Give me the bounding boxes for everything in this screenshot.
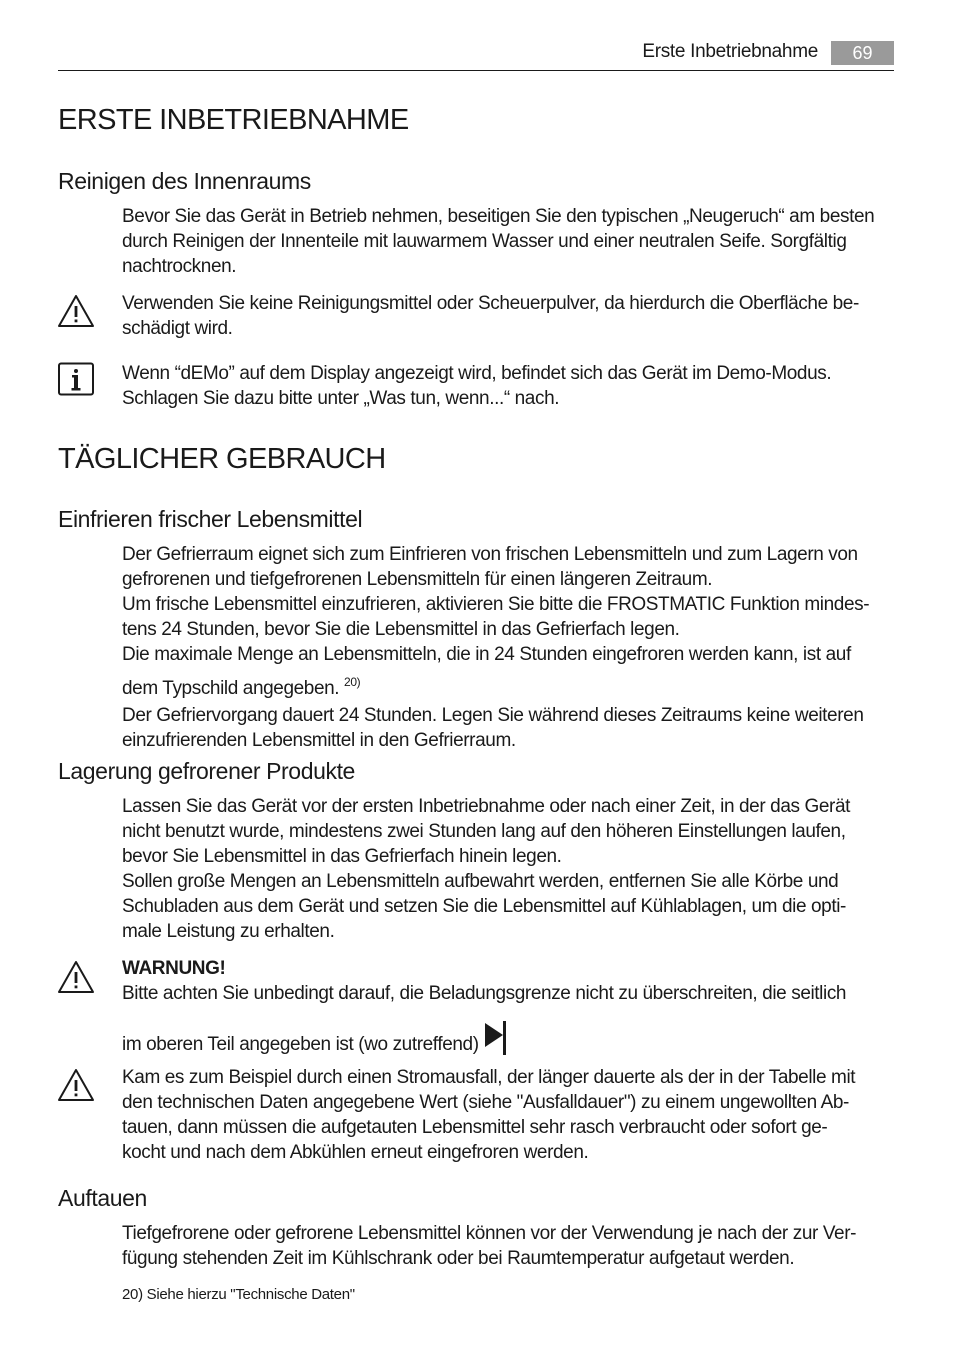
text-line: kocht und nach dem Abkühlen erneut eingefroren werden. (122, 1142, 589, 1163)
warning-triangle-icon (57, 1068, 95, 1102)
text-line: Verwenden Sie keine Reinigungsmittel oder Scheuerpulver, da hierdurch die Oberfläche be- (122, 293, 859, 314)
text-fragment: im oberen Teil angegeben ist (wo zutreffend) (122, 1034, 479, 1055)
paragraph-auftauen (122, 1221, 902, 1271)
text-line: schädigt wird. (122, 318, 233, 339)
text-line: Der Gefrierraum eignet sich zum Einfrieren von frischen Lebensmitteln und zum Lagern von (122, 544, 858, 565)
running-header-title: Erste Inbetriebnahme (642, 41, 818, 62)
text-line: nachtrocknen. (122, 256, 237, 277)
warning-heading: WARNUNG! (122, 958, 226, 979)
paragraph-lagerung (122, 794, 902, 944)
text-line: Kam es zum Beispiel durch einen Stromausfall, der länger dauerte als der in der Tabelle mit (122, 1067, 856, 1088)
header-rule (58, 70, 894, 71)
subsection-title-reinigen: Reinigen des Innenraums (58, 168, 311, 194)
text-line: gefrorenen und tiefgefrorenen Lebensmitteln für einen längeren Zeitraum. (122, 569, 713, 590)
text-line-with-icon (122, 1006, 902, 1057)
paragraph-reinigen (122, 204, 902, 279)
text-line: bevor Sie Lebensmittel in das Gefrierfach hinein legen. (122, 846, 562, 867)
text-line: male Leistung zu erhalten. (122, 921, 335, 942)
text-line: Wenn “dEMo” auf dem Display angezeigt wird, befindet sich das Gerät im Demo-Modus. (122, 363, 832, 384)
section-title-taeglicher-gebrauch: TÄGLICHER GEBRAUCH (58, 443, 386, 475)
footnote-reference: 20) (344, 675, 361, 689)
text-fragment: angegeben. (237, 678, 345, 699)
load-limit-icon (483, 1020, 509, 1056)
warning-stromausfall (122, 1065, 902, 1165)
text-line: Der Gefriervorgang dauert 24 Stunden. Legen Sie während dieses Zeitraums keine weiteren (122, 705, 864, 726)
text-line: Schubladen aus dem Gerät und setzen Sie die Lebensmittel auf Kühlablagen, um die opti- (122, 896, 846, 917)
text-line: tens 24 Stunden, bevor Sie die Lebensmittel in das Gefrierfach legen. (122, 619, 680, 640)
subsection-title-auftauen: Auftauen (58, 1185, 147, 1211)
text-line: Tiefgefrorene oder gefrorene Lebensmittel können vor der Verwendung je nach der zur Ver- (122, 1223, 857, 1244)
text-line: Lassen Sie das Gerät vor der ersten Inbetriebnahme oder nach einer Zeit, in der das Gerät (122, 796, 850, 817)
subsection-title-einfrieren: Einfrieren frischer Lebensmittel (58, 506, 363, 532)
warning-triangle-icon (57, 294, 95, 328)
text-line: Bitte achten Sie unbedingt darauf, die Beladungsgrenze nicht zu überschreiten, die seitlich (122, 983, 847, 1004)
warning-beladungsgrenze (122, 956, 902, 1057)
paragraph-einfrieren (122, 542, 902, 753)
text-line: Sollen große Mengen an Lebensmitteln aufbewahrt werden, entfernen Sie alle Körbe und (122, 871, 839, 892)
text-line: Schlagen Sie dazu bitte unter „Was tun, wenn...“ nach. (122, 388, 560, 409)
footnote: 20) Siehe hierzu "Technische Daten" (122, 1286, 355, 1303)
text-line: Die maximale Menge an Lebensmitteln, die in 24 Stunden eingefroren werden kann, ist auf (122, 644, 851, 665)
warning-triangle-icon (57, 960, 95, 994)
info-icon (57, 362, 95, 396)
info-text-demo-modus (122, 361, 902, 411)
text-fragment: dem (122, 678, 163, 699)
subsection-title-lagerung: Lagerung gefrorener Produkte (58, 758, 355, 784)
text-line: tauen, dann müssen die aufgetauten Lebensmittel sehr rasch verbraucht oder sofort ge- (122, 1117, 828, 1138)
warning-text-reinigungsmittel (122, 291, 902, 341)
text-line: Bevor Sie das Gerät in Betrieb nehmen, beseitigen Sie den typischen „Neugeruch“ am besten (122, 206, 875, 227)
text-line: den technischen Daten angegebene Wert (siehe "Ausfalldauer") zu einem ungewollten Ab- (122, 1092, 849, 1113)
text-line: Um frische Lebensmittel einzufrieren, aktivieren Sie bitte die FROSTMATIC Funktion mindes- (122, 594, 870, 615)
text-line: fügung stehenden Zeit im Kühlschrank oder bei Raumtemperatur aufgetaut werden. (122, 1248, 795, 1269)
text-line: nicht benutzt wurde, mindestens zwei Stunden lang auf den höheren Einstellungen laufen, (122, 821, 846, 842)
text-line: durch Reinigen der Innenteile mit lauwarmem Wasser und einer neutralen Seife. Sorgfältig (122, 231, 847, 252)
page-number: 69 (831, 41, 894, 65)
text-line-typschild (122, 667, 902, 703)
section-title-erste-inbetriebnahme: ERSTE INBETRIEBNAHME (58, 104, 409, 136)
text-line: einzufrierenden Lebensmittel in den Gefrierraum. (122, 730, 516, 751)
typschild-term: Typschild (162, 678, 238, 699)
